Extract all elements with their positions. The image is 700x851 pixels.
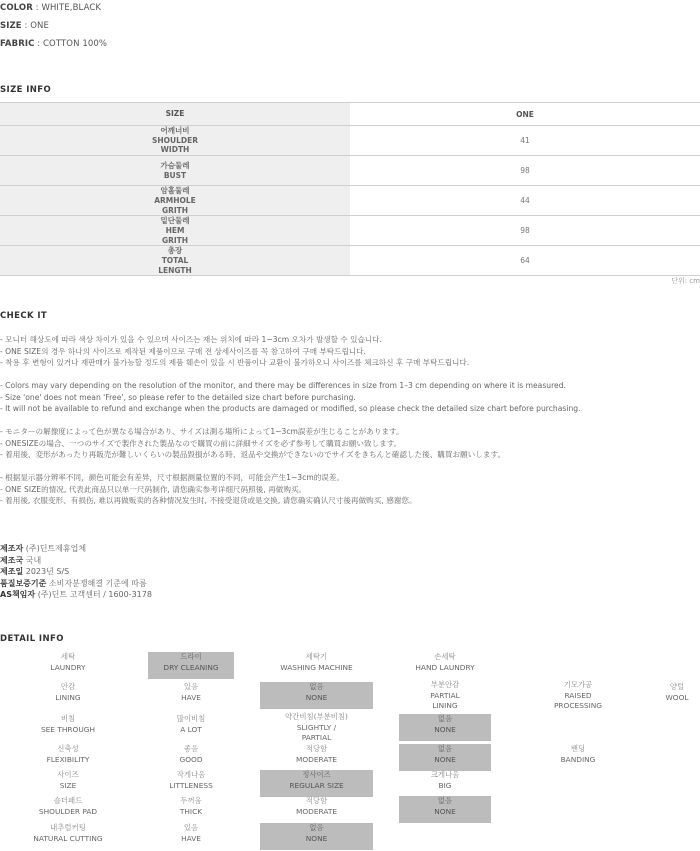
detail-en-text: BANDING bbox=[560, 754, 596, 764]
detail-ko-text: 세탁기 bbox=[305, 652, 328, 661]
detail-en-text: HAVE bbox=[181, 692, 201, 702]
detail-ko-text: 양털 bbox=[669, 682, 685, 691]
detail-en-text: FLEXIBILITY bbox=[46, 754, 90, 764]
detail-en-text-2: PARTIAL bbox=[301, 733, 332, 743]
note-line: - 착용 후 변형이 있거나 재판매가 불가능할 정도의 제품 훼손이 있을 시 반품이나 교환이 불가하오니 사이즈를 체크하신 후 구매 부탁드립니다. bbox=[0, 358, 470, 367]
size-row-hem bbox=[0, 216, 700, 246]
detail-ko-text: 드라이 bbox=[180, 652, 202, 661]
detail-en-text: NONE bbox=[305, 692, 328, 702]
detail-ko-text: 정사이즈 bbox=[302, 770, 331, 779]
detail-row-label bbox=[0, 796, 136, 823]
note-line: - 着用後, 衣服变形、有损伤, 难以再做贩卖的各种情况发生时, 不接受退货或是交换, 请您确实确认尺寸後再做购买, 感谢您。 bbox=[0, 496, 417, 505]
detail-option-selected bbox=[399, 714, 491, 741]
detail-en-text-2: PROCESSING bbox=[553, 701, 603, 711]
size-row-value: 41 bbox=[350, 126, 700, 156]
maker-label: AS책임자 bbox=[0, 590, 36, 600]
size-row-label-ko: 밑단둘레 bbox=[160, 216, 190, 226]
detail-row-label bbox=[0, 770, 136, 797]
detail-info-heading: DETAIL INFO bbox=[0, 634, 64, 644]
detail-ko-text: 손세탁 bbox=[434, 652, 456, 661]
detail-ko-text: 안감 bbox=[60, 682, 76, 691]
size-row-label bbox=[0, 126, 350, 156]
size-row-value: 98 bbox=[350, 216, 700, 246]
size-row-label bbox=[0, 216, 350, 246]
size-row-label bbox=[0, 186, 350, 216]
detail-ko-text: 있음 bbox=[183, 823, 199, 832]
detail-en-text: PARTIAL bbox=[430, 690, 460, 700]
size-row-label bbox=[0, 156, 350, 186]
detail-ko-text: 없음 bbox=[309, 823, 324, 832]
maker-label: 제조일 bbox=[0, 567, 24, 577]
note-line: - It will not be available to refund and exchange when the products are damaged or modified, so please check the detailed size chart before purchasing. bbox=[0, 404, 581, 413]
detail-en-text: HAND LAUNDRY bbox=[415, 662, 475, 672]
detail-en-text: SIZE bbox=[59, 780, 77, 790]
detail-option bbox=[260, 652, 373, 679]
detail-en-text: HAVE bbox=[181, 833, 201, 843]
size-row-label-ko: 어깨너비 bbox=[160, 126, 190, 135]
size-row-label-en: ARMHOLE bbox=[154, 195, 196, 205]
detail-option bbox=[399, 652, 491, 679]
detail-option bbox=[260, 796, 373, 823]
detail-en-text: SEE THROUGH bbox=[40, 724, 96, 734]
detail-option-selected bbox=[399, 744, 491, 771]
detail-option bbox=[399, 680, 491, 711]
detail-en-text: REGULAR SIZE bbox=[289, 780, 344, 790]
detail-ko-text: 부분안감 bbox=[430, 680, 460, 689]
maker-line bbox=[0, 543, 152, 555]
size-table-header bbox=[0, 103, 700, 126]
detail-option-selected bbox=[260, 823, 373, 850]
detail-ko-text: 내추럴커팅 bbox=[50, 823, 86, 832]
spec-size-label: SIZE bbox=[0, 21, 22, 31]
check-it-heading: CHECK IT bbox=[0, 311, 48, 321]
detail-en-text: DRY CLEANING bbox=[163, 662, 219, 672]
maker-label: 품질보증기준 bbox=[0, 578, 47, 588]
maker-line bbox=[0, 578, 152, 590]
size-row-label-ko: 총장 bbox=[167, 246, 183, 256]
detail-en-text: SHOULDER PAD bbox=[38, 806, 98, 816]
detail-option-selected bbox=[148, 652, 234, 679]
maker-line bbox=[0, 555, 152, 567]
size-row-label-en: BUST bbox=[163, 170, 187, 180]
maker-value: (주)딘트 고객센터 / 1600-3178 bbox=[37, 590, 152, 600]
detail-ko-text: 두꺼움 bbox=[180, 796, 202, 805]
spec-color-label: COLOR bbox=[0, 3, 33, 13]
size-info-heading: SIZE INFO bbox=[0, 85, 52, 95]
size-row-armhole bbox=[0, 186, 700, 216]
size-row-label-en: TOTAL bbox=[161, 256, 189, 266]
detail-en-text-2: LINING bbox=[432, 701, 458, 711]
spec-size-value: ONE bbox=[30, 21, 49, 31]
detail-ko-text: 사이즈 bbox=[57, 770, 79, 779]
detail-ko-text: 없음 bbox=[437, 714, 453, 723]
detail-en-text: LINING bbox=[55, 692, 81, 702]
spec-fabric-label: FABRIC bbox=[0, 39, 35, 49]
size-row-value: 64 bbox=[350, 246, 700, 276]
note-line: - 모니터 해상도에 따라 색상 차이가 있을 수 있으며 사이즈는 재는 위치에 따라 1~3cm 오차가 발생할 수 있습니다. bbox=[0, 335, 382, 344]
detail-row-label bbox=[0, 652, 136, 679]
detail-ko-text: 기모가공 bbox=[563, 680, 593, 689]
detail-option bbox=[148, 682, 234, 709]
size-row-value: 44 bbox=[350, 186, 700, 216]
detail-en-text: WOOL bbox=[665, 692, 689, 702]
detail-en-text: NONE bbox=[434, 724, 456, 734]
detail-en-text: NATURAL CUTTING bbox=[33, 833, 103, 843]
detail-option bbox=[399, 770, 491, 797]
detail-row-label bbox=[0, 714, 136, 741]
spec-fabric-value: COTTON 100% bbox=[43, 39, 108, 49]
maker-value: 2023년 S/S bbox=[25, 567, 70, 577]
detail-option bbox=[148, 770, 234, 797]
check-it-notes bbox=[0, 334, 581, 507]
size-row-label-en: SHOULDER bbox=[151, 135, 199, 145]
detail-ko-text: 없음 bbox=[437, 744, 453, 753]
size-row-label-ko: 가슴둘레 bbox=[160, 160, 190, 170]
detail-ko-text: 크게나옴 bbox=[430, 770, 460, 779]
detail-en-text: WASHING MACHINE bbox=[280, 662, 353, 672]
detail-option-selected bbox=[399, 796, 491, 823]
detail-option bbox=[148, 823, 234, 850]
detail-en-text: BIG bbox=[438, 780, 452, 790]
detail-ko-text: 밴딩 bbox=[570, 744, 586, 753]
detail-ko-text: 신축성 bbox=[57, 744, 79, 753]
detail-ko-text: 적당함 bbox=[305, 796, 328, 805]
note-line: - ONE SIZE의 경우 하나의 사이즈로 제작된 제품이므로 구매 전 상세사이즈를 꼭 참고하여 구매 부탁드립니다. bbox=[0, 346, 366, 356]
size-row-label-en2: WIDTH bbox=[160, 145, 190, 155]
detail-option bbox=[148, 714, 234, 741]
size-row-label bbox=[0, 246, 350, 276]
maker-label: 제조자 bbox=[0, 544, 24, 553]
size-row-label-en2: LENGTH bbox=[158, 265, 192, 275]
note-line: - 着用後、変形があったり再販売が難しいくらいの製品毀損がある時、返品や交換ができないのでサイズをきちんと確認した後、購買お願いします。 bbox=[0, 450, 506, 459]
detail-en-text: LAUNDRY bbox=[50, 662, 86, 672]
detail-ko-text: 적당함 bbox=[305, 744, 328, 753]
size-row-label-en: HEM bbox=[165, 225, 185, 235]
detail-en-text: SLIGHTLY / bbox=[296, 722, 337, 732]
detail-en-text: LITTLENESS bbox=[169, 780, 213, 790]
detail-option bbox=[510, 680, 646, 711]
detail-ko-text: 비침 bbox=[60, 714, 76, 723]
detail-row-label bbox=[0, 823, 136, 850]
detail-option bbox=[650, 682, 700, 709]
detail-option bbox=[148, 744, 234, 771]
size-row-label-en2: GRITH bbox=[161, 235, 189, 245]
spec-color-value: WHITE,BLACK bbox=[41, 3, 102, 13]
detail-ko-text: 좋음 bbox=[183, 744, 199, 753]
detail-ko-text: 없음 bbox=[309, 682, 324, 691]
detail-row-label bbox=[0, 744, 136, 771]
detail-ko-text: 작게나옴 bbox=[176, 770, 206, 779]
maker-value: 소비자분쟁해결 기준에 따름 bbox=[48, 578, 147, 588]
size-row-bust bbox=[0, 156, 700, 186]
detail-en-text: NONE bbox=[434, 806, 456, 816]
maker-value: 국내 bbox=[25, 555, 42, 565]
detail-ko-text: 약간비침(부분비침) bbox=[285, 712, 348, 721]
detail-option bbox=[260, 744, 373, 771]
detail-ko-text: 없음 bbox=[437, 796, 453, 805]
maker-line bbox=[0, 589, 152, 601]
detail-ko-text: 있음 bbox=[183, 682, 199, 691]
detail-en-text: A LOT bbox=[180, 724, 202, 734]
maker-line bbox=[0, 566, 152, 578]
size-unit-note: 단위: cm bbox=[671, 277, 700, 285]
detail-option bbox=[148, 796, 234, 823]
size-row-value: 98 bbox=[350, 156, 700, 186]
detail-en-text: MODERATE bbox=[295, 754, 338, 764]
size-row-length bbox=[0, 246, 700, 276]
spec-size: SIZE : ONE bbox=[0, 21, 49, 31]
detail-en-text: MODERATE bbox=[295, 806, 338, 816]
maker-value: (주)딘트제휴업체 bbox=[25, 544, 87, 553]
size-header-value: ONE bbox=[350, 103, 700, 126]
detail-option bbox=[260, 712, 373, 743]
note-line: - モニターの解像度によって色が異なる場合があり、サイズは測る場所によって1~3cm誤差が生じることがあります。 bbox=[0, 427, 404, 436]
note-line: - ONESIZEの場合、一つのサイズで製作された製品なので購買の前に詳細サイズを必ず参考して購買お願い致します。 bbox=[0, 438, 402, 448]
detail-ko-text: 숄더패드 bbox=[53, 796, 83, 805]
size-row-shoulder bbox=[0, 126, 700, 156]
detail-row-label bbox=[0, 682, 136, 709]
detail-ko-text: 많이비침 bbox=[176, 714, 206, 723]
spec-fabric: FABRIC : COTTON 100% bbox=[0, 39, 108, 49]
note-line: - Colors may vary depending on the resolution of the monitor, and there may be differences in size from 1–3 cm depending on where it is measured. bbox=[0, 381, 566, 390]
note-line: - 根据显示器分辨率不同，颜色可能会有差异，尺寸根据测量位置的不同，可能会产生1~3cm的误差。 bbox=[0, 473, 345, 482]
spec-color: COLOR : WHITE,BLACK bbox=[0, 3, 102, 13]
detail-en-text: THICK bbox=[179, 806, 203, 816]
size-row-label-en2: GRITH bbox=[161, 205, 189, 215]
maker-label: 제조국 bbox=[0, 555, 24, 565]
detail-en-text: NONE bbox=[434, 754, 456, 764]
note-line: - ONE SIZE的情况, 代表此商品只以单一尺码制作, 请您确实参考详细尺码照後, 再做购买。 bbox=[0, 484, 307, 494]
maker-info bbox=[0, 543, 152, 601]
size-row-label-ko: 암홀둘레 bbox=[160, 186, 190, 196]
detail-option-selected bbox=[260, 770, 373, 797]
detail-en-text: GOOD bbox=[179, 754, 203, 764]
detail-en-text: RAISED bbox=[564, 690, 592, 700]
detail-option bbox=[510, 744, 646, 771]
size-table bbox=[0, 102, 700, 276]
detail-en-text: NONE bbox=[305, 833, 328, 843]
note-line: - Size 'one' does not mean 'Free', so please refer to the detailed size chart before purchasing. bbox=[0, 392, 356, 402]
detail-ko-text: 세탁 bbox=[60, 652, 76, 661]
detail-option-selected bbox=[260, 682, 373, 709]
size-header-label: SIZE bbox=[0, 103, 350, 126]
